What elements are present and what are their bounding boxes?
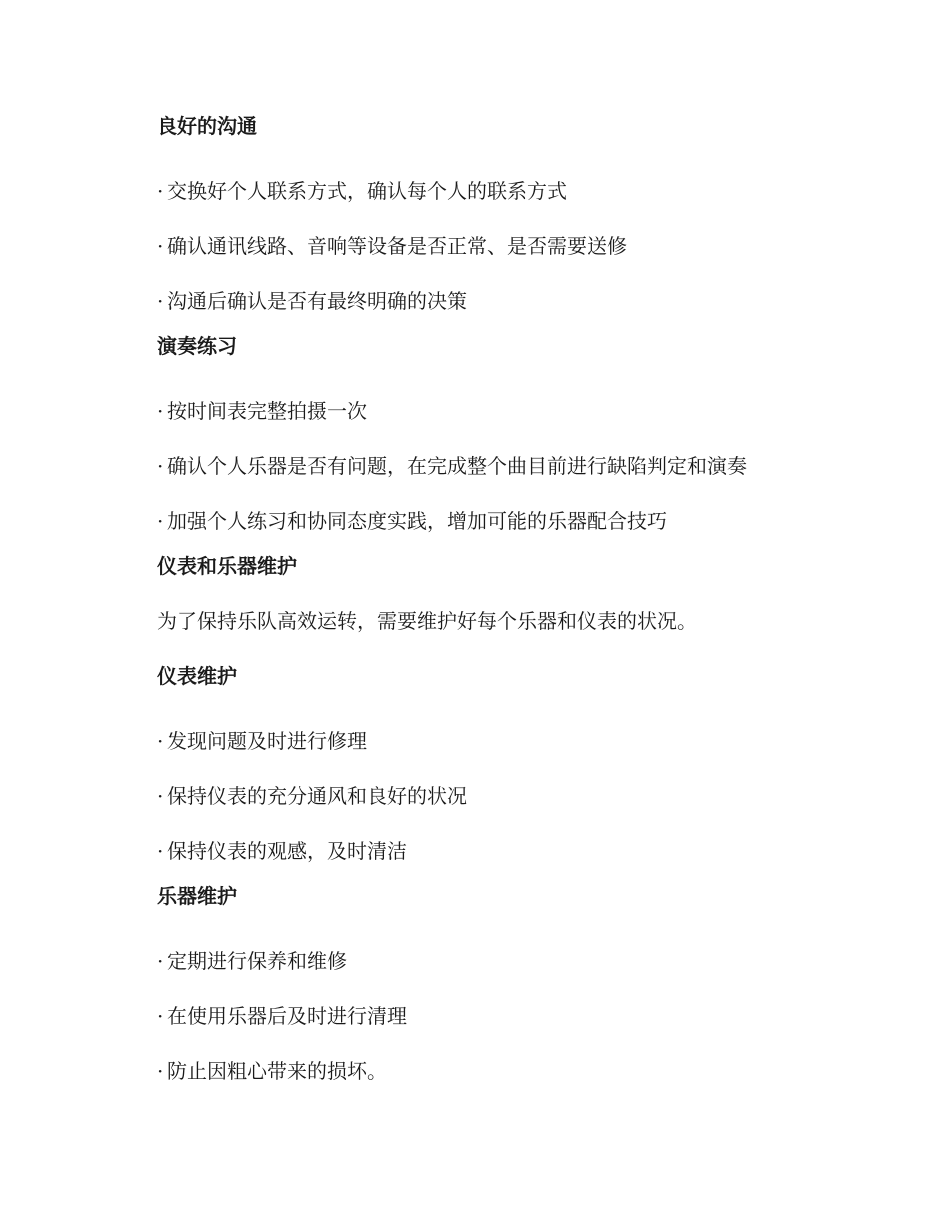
- bullet: ·: [157, 728, 164, 753]
- section-heading-practice: 演奏练习: [157, 334, 237, 358]
- document-page: [157, 108, 877, 1098]
- section-heading-maintenance: 仪表和乐器维护: [157, 554, 297, 578]
- list-item-text: 防止因粗心带来的损坏。: [167, 1058, 387, 1083]
- list-item-text: 确认通讯线路、音响等设备是否正常、是否需要送修: [167, 233, 627, 258]
- list-item-text: 沟通后确认是否有最终明确的决策: [167, 288, 467, 313]
- bullet: ·: [157, 508, 164, 533]
- list-item-text: 定期进行保养和维修: [167, 948, 347, 973]
- list-item: [157, 713, 877, 768]
- list-item: [157, 438, 877, 493]
- bullet: ·: [157, 838, 164, 863]
- bullet: ·: [157, 1058, 164, 1083]
- bullet: ·: [157, 783, 164, 808]
- bullet: ·: [157, 453, 164, 478]
- list-item: [157, 988, 877, 1043]
- list-item: [157, 493, 877, 548]
- section-heading-instrument-panel: 仪表维护: [157, 664, 237, 688]
- list-item-text: 确认个人乐器是否有问题，在完成整个曲目前进行缺陷判定和演奏: [167, 453, 747, 478]
- list-item: [157, 933, 877, 988]
- list-item-text: 按时间表完整拍摄一次: [167, 398, 367, 423]
- section-heading-instrument: 乐器维护: [157, 884, 237, 908]
- bullet: ·: [157, 178, 164, 203]
- list-item-text: 在使用乐器后及时进行清理: [167, 1003, 407, 1028]
- list-item-text: 发现问题及时进行修理: [167, 728, 367, 753]
- bullet: ·: [157, 1003, 164, 1028]
- list-item-text: 保持仪表的充分通风和良好的状况: [167, 783, 467, 808]
- list-item-text: 加强个人练习和协同态度实践，增加可能的乐器配合技巧: [167, 508, 667, 533]
- section-heading-communication: 良好的沟通: [157, 114, 257, 138]
- list-item-text: 保持仪表的观感，及时清洁: [167, 838, 407, 863]
- bullet: ·: [157, 948, 164, 973]
- list-item: [157, 273, 877, 328]
- list-item: [157, 163, 877, 218]
- list-item: [157, 768, 877, 823]
- list-item: [157, 823, 877, 878]
- list-item: [157, 218, 877, 273]
- paragraph: 为了保持乐队高效运转，需要维护好每个乐器和仪表的状况。: [157, 609, 697, 633]
- list-item-text: 交换好个人联系方式，确认每个人的联系方式: [167, 178, 567, 203]
- bullet: ·: [157, 288, 164, 313]
- list-item: [157, 1043, 877, 1098]
- list-item: [157, 383, 877, 438]
- bullet: ·: [157, 233, 164, 258]
- bullet: ·: [157, 398, 164, 423]
